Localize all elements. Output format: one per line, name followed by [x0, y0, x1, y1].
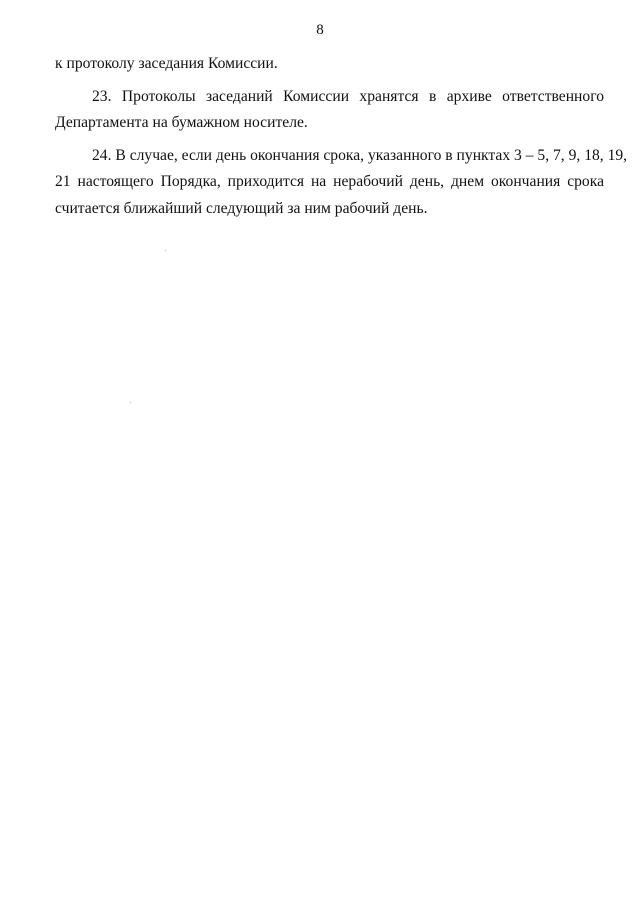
document-body: [55, 51, 628, 222]
paragraph-24-line-2: 21 настоящего Порядка, приходится на нерабочий день, днем окончания срока: [55, 173, 604, 190]
scan-speck: [130, 402, 131, 403]
paragraph-23-line-2: Департамента на бумажном носителе.: [55, 114, 308, 131]
paragraph-22-continuation: к протоколу заседания Комиссии.: [55, 55, 278, 72]
paragraph-24-line-3: считается ближайший следующий за ним рабочий день.: [55, 199, 428, 217]
page-number: 8: [316, 22, 324, 38]
paragraph-23-line-1: 23. Протоколы заседаний Комиссии хранятся в архиве ответственного: [92, 87, 604, 105]
scan-speck: [165, 250, 166, 251]
paragraph-24-line-1: 24. В случае, если день окончания срока, указанного в пунктах 3 – 5, 7, 9, 18, 19,: [92, 146, 628, 164]
